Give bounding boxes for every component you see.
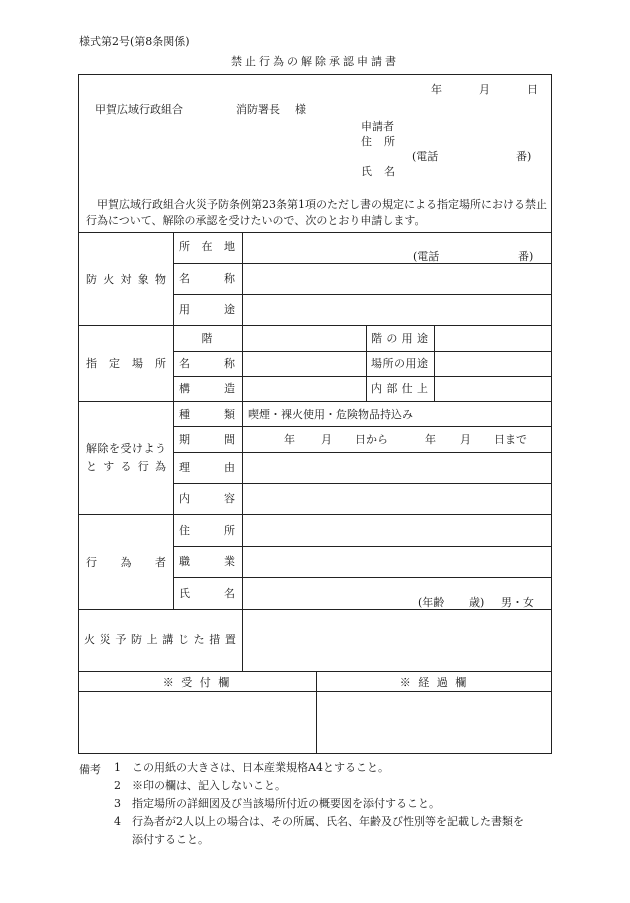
- floor-label: 階: [201, 332, 213, 345]
- location-label: 所 在 地: [179, 240, 235, 253]
- period-from: 日から: [355, 433, 388, 446]
- reception-column-header: ※ 受 付 欄: [162, 676, 232, 689]
- place-name-label: 名 称: [179, 357, 235, 370]
- progress-column-header: ※ 経 過 欄: [399, 676, 469, 689]
- act-label-line1: 解 除 を 受 け よ う: [86, 442, 166, 455]
- rule: [78, 671, 552, 672]
- note-number: 3: [114, 797, 121, 810]
- rule: [173, 452, 552, 453]
- use-label: 用 途: [179, 303, 235, 316]
- age-close: 歳): [469, 596, 485, 609]
- period-year-to: 年: [425, 433, 436, 446]
- name-label: 氏 名: [361, 165, 395, 178]
- fire-object-phone-open: (電話: [413, 250, 440, 263]
- phone-open: (電話: [412, 150, 439, 163]
- act-label-line2: と す る 行 為: [86, 460, 166, 473]
- age-open: (年齢: [418, 596, 445, 609]
- date-day: 日: [527, 83, 538, 96]
- actor-name-label: 氏 名: [179, 587, 235, 600]
- rule: [434, 325, 435, 401]
- period-year-from: 年: [284, 433, 295, 446]
- address-label: 住 所: [361, 135, 395, 148]
- rule: [78, 514, 552, 515]
- note-number: 2: [114, 779, 121, 792]
- designated-place-label: 指 定 場 所: [86, 357, 166, 370]
- occupation-label: 職 業: [179, 555, 235, 568]
- date-year: 年: [431, 83, 442, 96]
- content-label: 内 容: [179, 492, 235, 505]
- rule: [173, 577, 552, 578]
- phone-close: 番): [516, 150, 532, 163]
- floor-use-label: 階 の 用 途: [371, 332, 428, 345]
- rule: [173, 351, 552, 352]
- rule: [78, 609, 552, 610]
- rule: [242, 232, 243, 671]
- sex-options: 男・女: [501, 596, 534, 609]
- notes-label: 備考: [79, 763, 101, 776]
- kind-value: 喫煙・裸火使用・危険物品持込み: [248, 408, 413, 421]
- kind-label: 種 類: [179, 408, 235, 421]
- note-text: ※印の欄は、記入しないこと。: [132, 779, 286, 792]
- note-number: 1: [114, 761, 121, 774]
- note-text: 指定場所の詳細図及び当該場所付近の概要図を添付すること。: [132, 797, 440, 810]
- addressee-title: 消防署長: [236, 103, 280, 116]
- fire-object-name-label: 名 称: [179, 272, 235, 285]
- note-number: 4: [114, 815, 121, 828]
- note-text: 行為者が2人以上の場合は、その所属、氏名、年齢及び性別等を記載した書類を: [132, 815, 524, 828]
- rule: [173, 483, 552, 484]
- note-text: 添付すること。: [132, 833, 209, 846]
- rule: [78, 325, 552, 326]
- place-use-label: 場 所 の 用 途: [371, 357, 428, 370]
- period-month-from: 月: [321, 433, 332, 446]
- period-month-to: 月: [460, 433, 471, 446]
- date-month: 月: [479, 83, 490, 96]
- rule: [173, 263, 552, 264]
- fire-object-label: 防 火 対 象 物: [86, 273, 166, 286]
- reason-label: 理 由: [179, 461, 235, 474]
- rule-top-table: [78, 232, 552, 233]
- rule: [173, 294, 552, 295]
- application-statement: 甲賀広域行政組合火災予防条例第23条第1項のただし書の規定による指定場所における禁止行為について、解除の承認を受けたいので、次のとおり申請します。: [86, 198, 547, 227]
- fire-object-phone-close: 番): [518, 250, 534, 263]
- rule: [173, 426, 552, 427]
- document-title: 禁止行為の解除承認申請書: [231, 55, 399, 68]
- actor-address-label: 住 所: [179, 524, 235, 537]
- rule: [316, 671, 317, 754]
- rule: [366, 325, 367, 401]
- rule: [78, 401, 552, 402]
- rule: [173, 376, 552, 377]
- period-to: 日まで: [494, 433, 527, 446]
- interior-finish-label: 内 部 仕 上: [371, 382, 428, 395]
- actor-label: 行 為 者: [86, 556, 166, 569]
- note-text: この用紙の大きさは、日本産業規格A4とすること。: [132, 761, 389, 774]
- structure-label: 構 造: [179, 382, 235, 395]
- applicant-label: 申請者: [361, 120, 394, 133]
- form-number: 様式第2号(第8条関係): [79, 35, 190, 48]
- rule: [173, 546, 552, 547]
- fire-prevention-measures-label: 火 災 予 防 上 講 じ た 措 置: [84, 633, 236, 646]
- period-label: 期 間: [179, 433, 235, 446]
- rule: [173, 232, 174, 609]
- addressee-honorific: 様: [295, 103, 306, 116]
- rule: [78, 691, 552, 692]
- addressee-org: 甲賀広域行政組合: [95, 103, 183, 116]
